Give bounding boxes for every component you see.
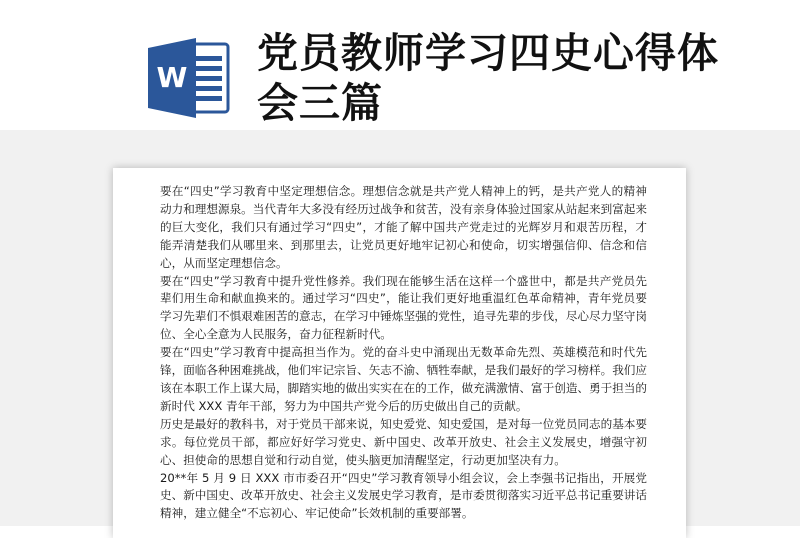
word-document-icon [148,38,230,118]
svg-text:W: W [156,61,188,94]
paragraph: 20**年 5 月 9 日 XXX 市市委召开“四史”学习教育领导小组会议，会上李强书记指出，开展党史、新中国史、改革开放史、社会主义发展史学习教育，是市委贯彻落实习近平总书记重要讲话精神，建立健全“不忘初心、牢记使命”长效机制的重要部署。 [160,470,647,521]
paragraph: 历史是最好的教科书，对于党员干部来说，知史爱党、知史爱国，是对每一位党员同志的基本要求。每位党员干部，都应好好学习党史、新中国史、改革开放史、社会主义发展史，增强守初心、担使命的思想自觉和行动自觉，使头脑更加清醒坚定，行动更加坚决有力。 [160,416,647,467]
page-title: 党员教师学习四史心得体会三篇 [257,29,719,127]
paragraph: 要在“四史”学习教育中提升党性修养。我们现在能够生活在这样一个盛世中，都是共产党员先辈们用生命和献血换来的。通过学习“四史”，能让我们更好地重温红色革命精神，青年党员要学习先辈们不惧艰难困苦的意志，在学习中锤炼坚强的党性，追寻先辈的步伐，尽心尽力坚守岗位、全心全意为人民服务，奋力征程新时代。 [160,273,647,342]
paragraph: 要在“四史”学习教育中坚定理想信念。理想信念就是共产党人精神上的钙，是共产党人的精神动力和理想源泉。当代青年大多没有经历过战争和贫苦，没有亲身体验过国家从站起来到富起来的巨大变化，我们只有通过学习“四史”，才能了解中国共产党走过的光辉岁月和艰苦历程，才能弄清楚我们从哪里来、到那里去，让党员更好地牢记初心和使命，切实增强信仰、信念和信心，从而坚定理想信念。 [160,184,647,270]
document-body [160,183,647,523]
document-page [113,168,686,538]
paragraph: 要在“四史”学习教育中提高担当作为。党的奋斗史中涌现出无数革命先烈、英雄模范和时代先锋，面临各种困难挑战，他们牢记宗旨、矢志不渝、牺牲奉献，是我们最好的学习榜样。我们应该在本职工作上谋大局，脚踏实地的做出实实在在的工作，做充满激情、富于创造、勇于担当的新时代 XXX 青年干部，努力为中国共产党今后的历史做出自己的贡献。 [160,345,647,413]
